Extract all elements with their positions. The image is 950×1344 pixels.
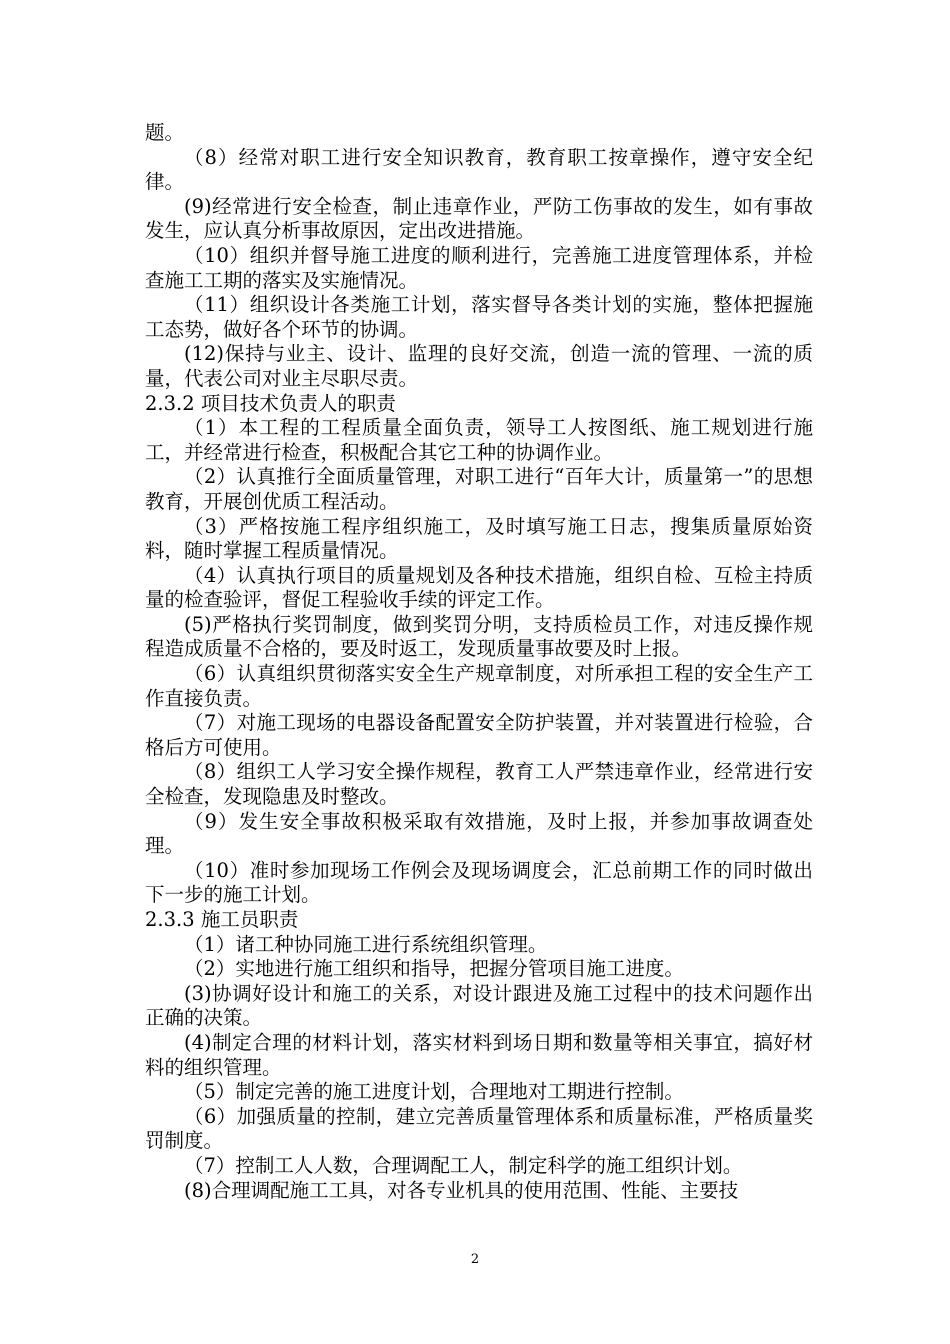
paragraph: （1）诸工种协同施工进行系统组织管理。 xyxy=(184,932,548,956)
document-body xyxy=(145,121,813,1203)
paragraph: （8）经常对职工进行安全知识教育，教育职工按章操作，遵守安全纪律。 xyxy=(145,145,813,194)
paragraph: （2）认真推行全面质量管理，对职工进行“百年大计，质量第一”的思想教育，开展创优质工程活动。 xyxy=(145,465,813,513)
paragraph: 题。 xyxy=(145,121,185,144)
paragraph: （7）控制工人人数，合理调配工人，制定科学的施工组织计划。 xyxy=(184,1153,743,1177)
paragraph: （9）发生安全事故积极采取有效措施，及时上报，并参加事故调查处理。 xyxy=(145,809,813,858)
page-number: 2 xyxy=(470,1252,480,1267)
paragraph: （6）认真组织贯彻落实安全生产规章制度，对所承担工程的安全生产工作直接负责。 xyxy=(145,662,813,710)
paragraph: (3)协调好设计和施工的关系，对设计跟进及施工过程中的技术问题作出正确的决策。 xyxy=(145,981,813,1030)
paragraph: （11）组织设计各类施工计划，落实督导各类计划的实施，整体把握施工态势，做好各个环节的协调。 xyxy=(145,293,813,341)
paragraph: （10）组织并督导施工进度的顺利进行，完善施工进度管理体系，并检查施工工期的落实及实施情况。 xyxy=(145,243,813,292)
paragraph: （1）本工程的工程质量全面负责，领导工人按图纸、施工规划进行施工，并经常进行检查，积极配合其它工种的协调作业。 xyxy=(145,416,813,464)
paragraph: (5)严格执行奖罚制度，做到奖罚分明，支持质检员工作，对违反操作规程造成质量不合格的，要及时返工，发现质量事故要及时上报。 xyxy=(145,612,813,661)
section-heading: 2.3.2 项目技术负责人的职责 xyxy=(145,391,396,415)
paragraph: (8)合理调配施工工具，对各专业机具的使用范围、性能、主要技 xyxy=(184,1178,739,1202)
paragraph: (9)经常进行安全检查，制止违章作业，严防工伤事故的发生，如有事故发生，应认真分析事故原因，定出改进措施。 xyxy=(145,194,813,243)
paragraph: (4)制定合理的材料计划，落实材料到场日期和数量等相关事宜，搞好材料的组织管理。 xyxy=(145,1030,813,1079)
paragraph: (12)保持与业主、设计、监理的良好交流，创造一流的管理、一流的质量，代表公司对业主尽职尽责。 xyxy=(145,342,813,390)
section-heading: 2.3.3 施工员职责 xyxy=(145,908,299,931)
paragraph: （6）加强质量的控制，建立完善质量管理体系和质量标准，严格质量奖罚制度。 xyxy=(145,1104,813,1153)
paragraph: （7）对施工现场的电器设备配置安全防护装置，并对装置进行检验，合格后方可使用。 xyxy=(145,711,813,759)
paragraph: （10）准时参加现场工作例会及现场调度会，汇总前期工作的同时做出下一步的施工计划。 xyxy=(145,858,813,907)
paragraph: （8）组织工人学习安全操作规程，教育工人严禁违章作业，经常进行安全检查，发现隐患及时整改。 xyxy=(145,760,813,809)
paragraph: （3）严格按施工程序组织施工，及时填写施工日志，搜集质量原始资料，随时掌握工程质量情况。 xyxy=(145,514,813,563)
paragraph: （4）认真执行项目的质量规划及各种技术措施，组织自检、互检主持质量的检查验评，督促工程验收手续的评定工作。 xyxy=(145,563,813,612)
paragraph: （5）制定完善的施工进度计划，合理地对工期进行控制。 xyxy=(184,1080,684,1104)
paragraph: （2）实地进行施工组织和指导，把握分管项目施工进度。 xyxy=(184,957,684,981)
